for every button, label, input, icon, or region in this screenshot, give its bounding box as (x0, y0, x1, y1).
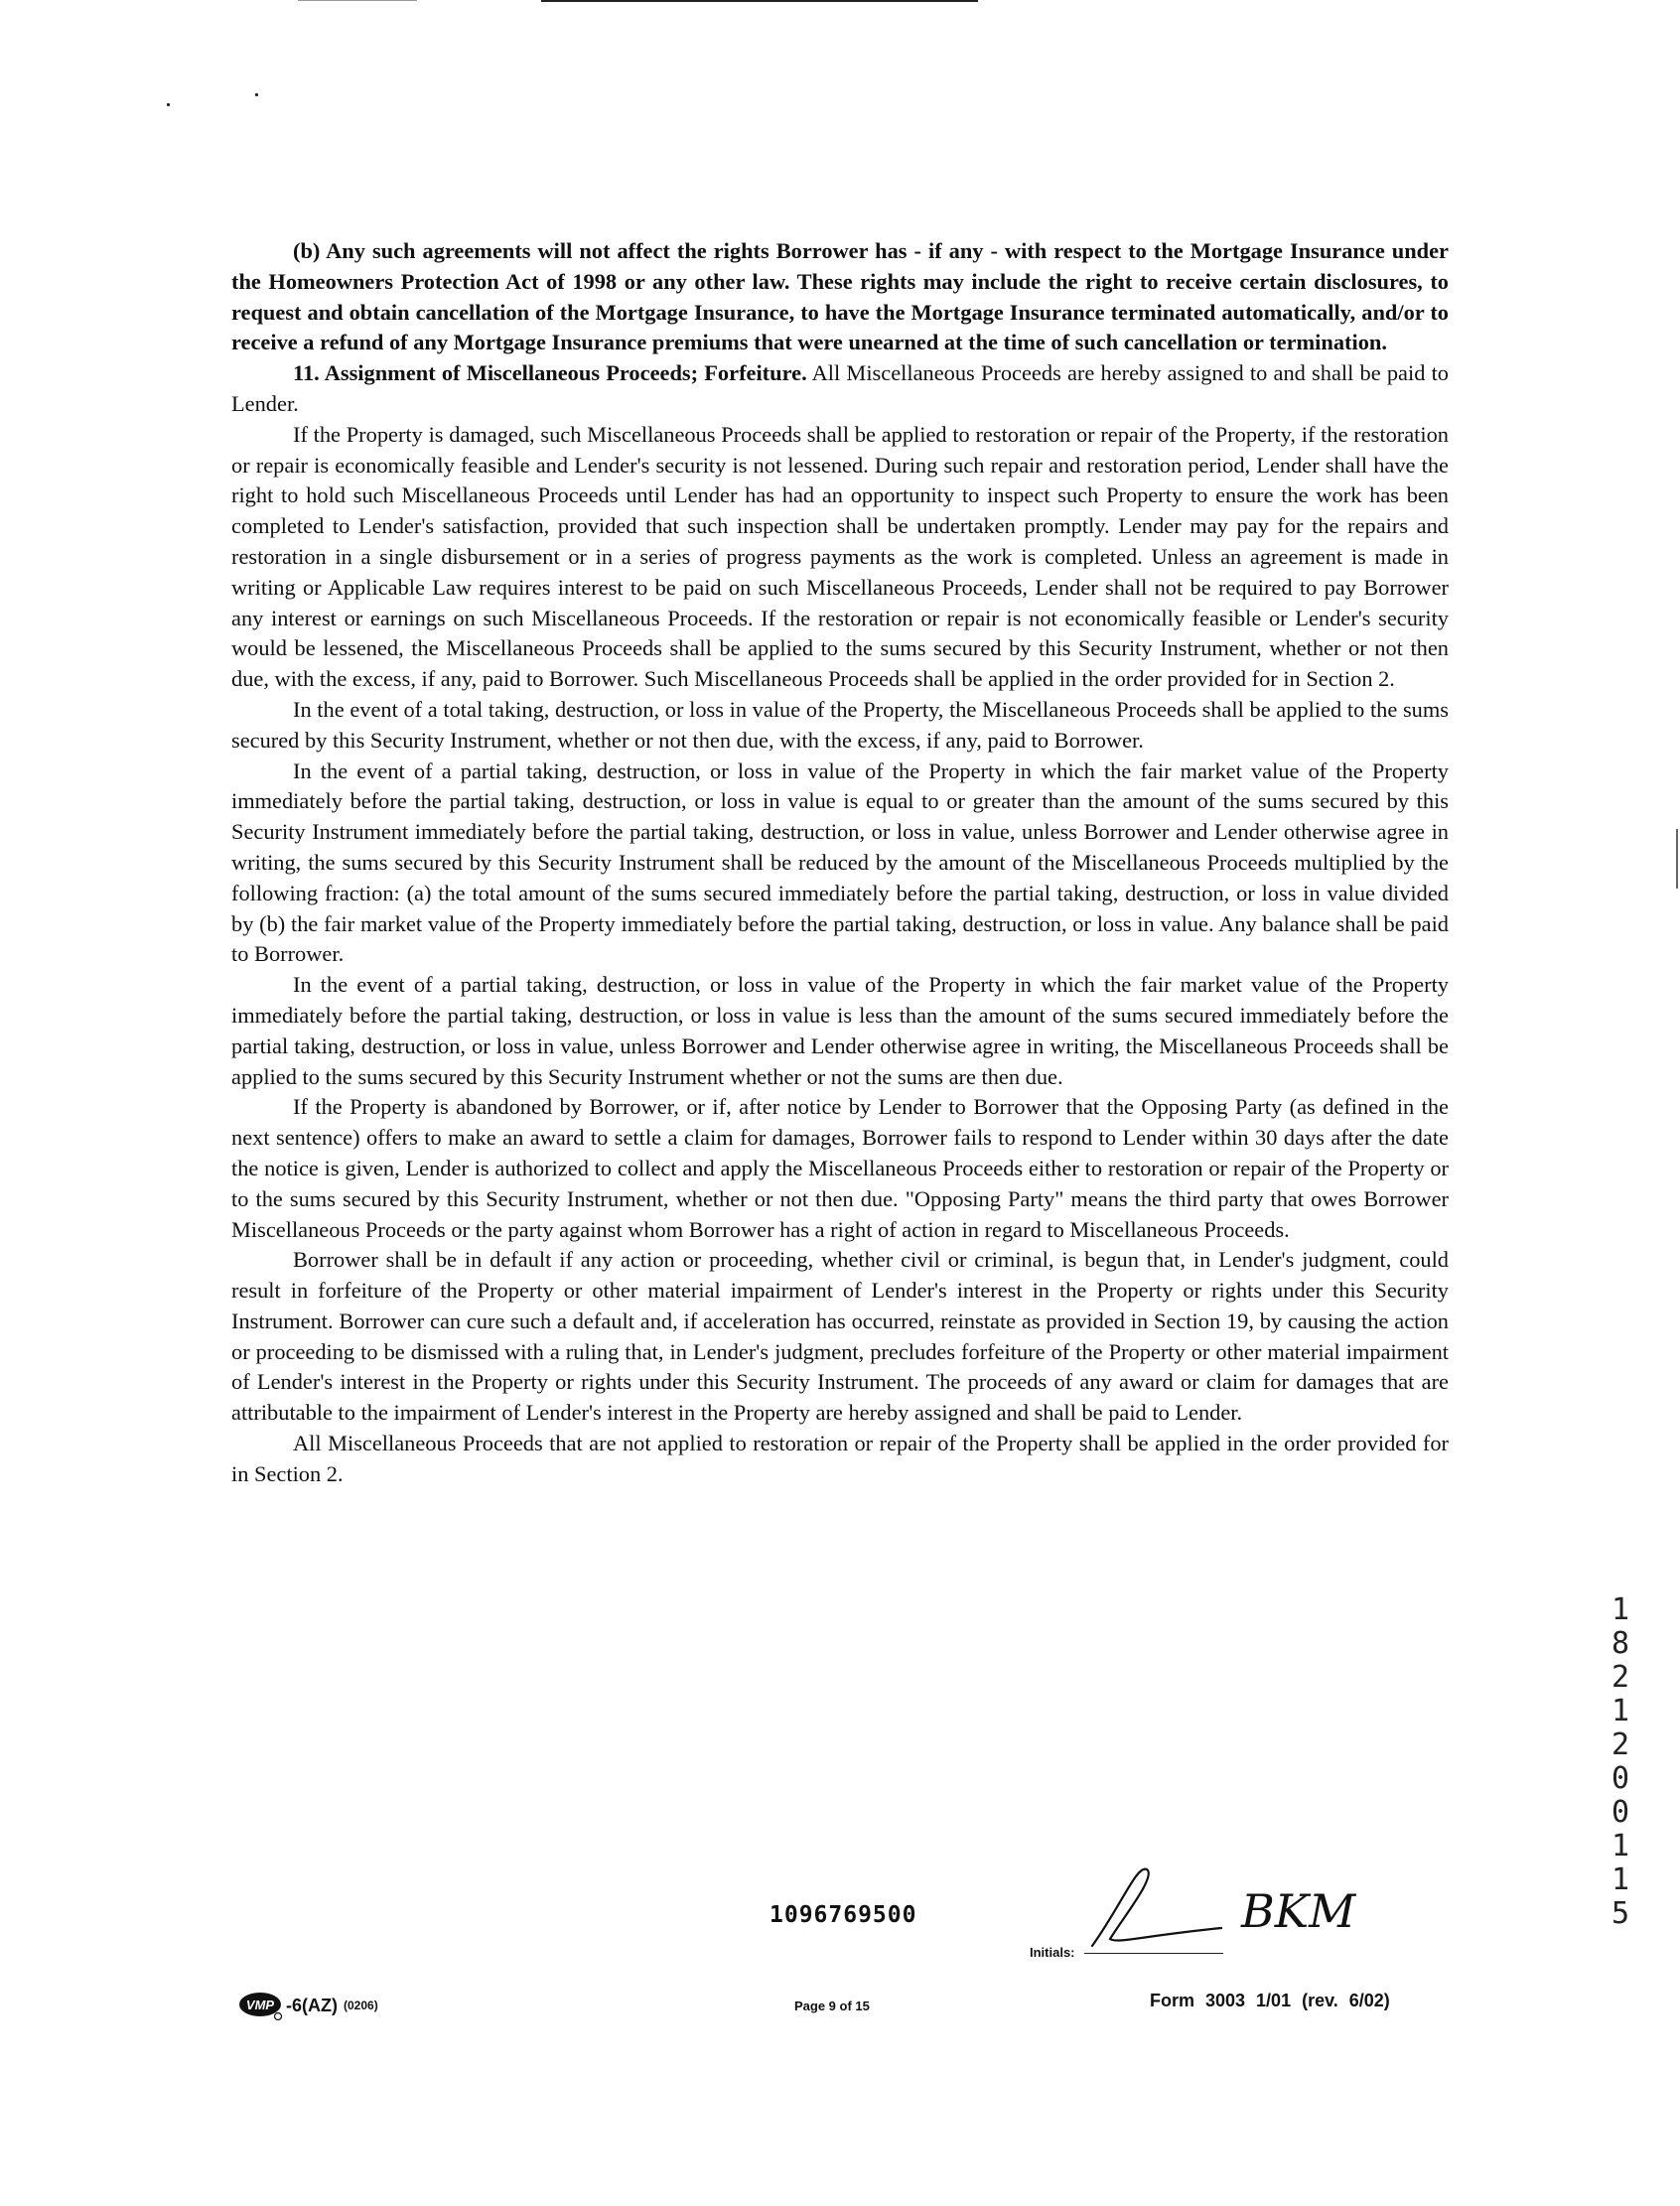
form-code: -6(AZ) (286, 1995, 338, 2015)
paragraph-text: In the event of a partial taking, destruction, or loss in value of the Property in which the fair market value of the Property immediately before the partial taking, destruction, or loss in value is less than the amount of the sums secured immediately before the partial taking, destruction, or loss in value, unless Borrower and Lender otherwise agree in writing, the Miscellaneous Proceeds shall be applied to the sums secured by this Security Instrument whether or not the sums are then due. (231, 972, 1449, 1089)
document-body (231, 236, 1449, 1490)
paragraph-b-mortgage-insurance (231, 236, 1449, 358)
form-info: Form 3003 1/01 (rev. 6/02) (1150, 1991, 1390, 2010)
initials-label: Initials: (1030, 1945, 1075, 1960)
stamp-char: 2 (1610, 1727, 1630, 1762)
page-number: Page 9 of 15 (794, 1999, 870, 2013)
paragraph-text: All Miscellaneous Proceeds are hereby assigned to and shall be paid to Lender. (231, 360, 1449, 416)
stamp-char: 5 (1610, 1896, 1630, 1931)
svg-text:VMP: VMP (245, 1998, 275, 2012)
paragraph (231, 1092, 1449, 1245)
vmp-logo (238, 1991, 284, 2020)
stamp-char: 1 (1610, 1829, 1630, 1863)
initials-signature-bkm (1239, 1881, 1378, 1941)
form-code-block (238, 1991, 378, 2020)
scan-speck (167, 103, 170, 106)
initials-line (1084, 1953, 1223, 1954)
paragraph (231, 757, 1449, 971)
paragraph-text: In the event of a partial taking, destruction, or loss in value of the Property in which the fair market value of the Property immediately before the partial taking, destruction, or loss in value is equal to or greater than the amount of the sums secured by this Security Instrument immediately before the partial taking, destruction, or loss in value, unless Borrower and Lender otherwise agree in writing, the sums secured by this Security Instrument shall be reduced by the amount of the Miscellaneous Proceeds multiplied by the following fraction: (a) the total amount of the sums secured immediately before the partial taking, destruction, or loss in value divided by (b) the fair market value of the Property immediately before the partial taking, destruction, or loss in value. Any balance shall be paid to Borrower. (231, 758, 1449, 967)
paragraph-text: If the Property is damaged, such Miscellaneous Proceeds shall be applied to restoration or repair of the Property, if the restoration or repair is economically feasible and Lender's security is not lessened. During such repair and restoration period, Lender shall have the right to hold such Miscellaneous Proceeds until Lender has had an opportunity to inspect such Property to ensure the work has been completed to Lender's satisfaction, provided that such inspection shall be undertaken promptly. Lender may pay for the repairs and restoration in a single disbursement or in a series of progress payments as the work is completed. Unless an agreement is made in writing or Applicable Law requires interest to be paid on such Miscellaneous Proceeds, Lender shall not be required to pay Borrower any interest or earnings on such Miscellaneous Proceeds. If the restoration or repair is not economically feasible or Lender's security would be lessened, the Miscellaneous Proceeds shall be applied to the sums secured by this Security Instrument, whether or not then due, with the excess, if any, paid to Borrower. Such Miscellaneous Proceeds shall be applied in the order provided for in Section 2. (231, 421, 1449, 692)
paragraph-text: If the Property is abandoned by Borrower, or if, after notice by Lender to Borrower that the Opposing Party (as defined in the next sentence) offers to make an award to settle a claim for damages, Borrower fails to respond to Lender within 30 days after the date the notice is given, Lender is authorized to collect and apply the Miscellaneous Proceeds either to restoration or repair of the Property or to the sums secured by this Security Instrument, whether or not then due. "Opposing Party" means the third party that owes Borrower Miscellaneous Proceeds or the party against whom Borrower has a right of action in regard to Miscellaneous Proceeds. (231, 1094, 1449, 1242)
paragraph-text: In the event of a total taking, destruction, or loss in value of the Property, the Miscellaneous Proceeds shall be applied to the sums secured by this Security Instrument, whether or not then due, with the excess, if any, paid to Borrower. (231, 696, 1449, 753)
scan-edge-mark (298, 0, 417, 1)
svg-text:BKM: BKM (1241, 1884, 1356, 1938)
stamp-char: 1 (1610, 1862, 1630, 1897)
stamp-char: 1 (1610, 1694, 1630, 1728)
scan-top-line (541, 0, 978, 2)
paragraph (231, 420, 1449, 695)
paragraph-text: Borrower shall be in default if any action or proceeding, whether civil or criminal, is begun that, in Lender's judgment, could result in forfeiture of the Property or other material impairment of Lender's interest in the Property or rights under this Security Instrument. Borrower can cure such a default and, if acceleration has occurred, reinstate as provided in Section 19, by causing the action or proceeding to be dismissed with a ruling that, in Lender's judgment, precludes forfeiture of the Property or other material impairment of Lender's interest in the Property or rights under this Security Instrument. The proceeds of any award or claim for damages that are attributable to the impairment of Lender's interest in the Property are hereby assigned and shall be paid to Lender. (231, 1247, 1449, 1426)
paragraph (231, 1429, 1449, 1490)
side-recording-stamp (1601, 1593, 1640, 1931)
stamp-char: 8 (1610, 1626, 1630, 1661)
paragraph (231, 695, 1449, 757)
scan-margin-mark (1676, 829, 1678, 889)
scan-speck (255, 93, 258, 96)
paragraph-text: (b) Any such agreements will not affect the rights Borrower has - if any - with respect to the Mortgage Insurance under the Homeowners Protection Act of 1998 or any other law. These rights may include the right to receive certain disclosures, to request and obtain cancellation of the Mortgage Insurance, to have the Mortgage Insurance terminated automatically, and/or to receive a refund of any Mortgage Insurance premiums that were unearned at the time of such cancellation or termination. (231, 238, 1449, 355)
stamp-char: 0 (1610, 1761, 1630, 1796)
stamp-char: 2 (1610, 1660, 1630, 1695)
paragraph-text: All Miscellaneous Proceeds that are not applied to restoration or repair of the Property shall be applied in the order provided for in Section 2. (231, 1431, 1449, 1486)
paragraph (231, 1245, 1449, 1429)
paragraph (231, 970, 1449, 1092)
loan-number: 1096769500 (770, 1902, 917, 1928)
stamp-char: 1 (1610, 1592, 1630, 1627)
form-code-date: (0206) (344, 1999, 378, 2012)
initials-signature-l (1082, 1855, 1231, 1954)
section-11-heading-paragraph (231, 358, 1449, 420)
stamp-char: 0 (1610, 1795, 1630, 1830)
section-heading: 11. Assignment of Miscellaneous Proceeds; Forfeiture. (293, 360, 807, 386)
